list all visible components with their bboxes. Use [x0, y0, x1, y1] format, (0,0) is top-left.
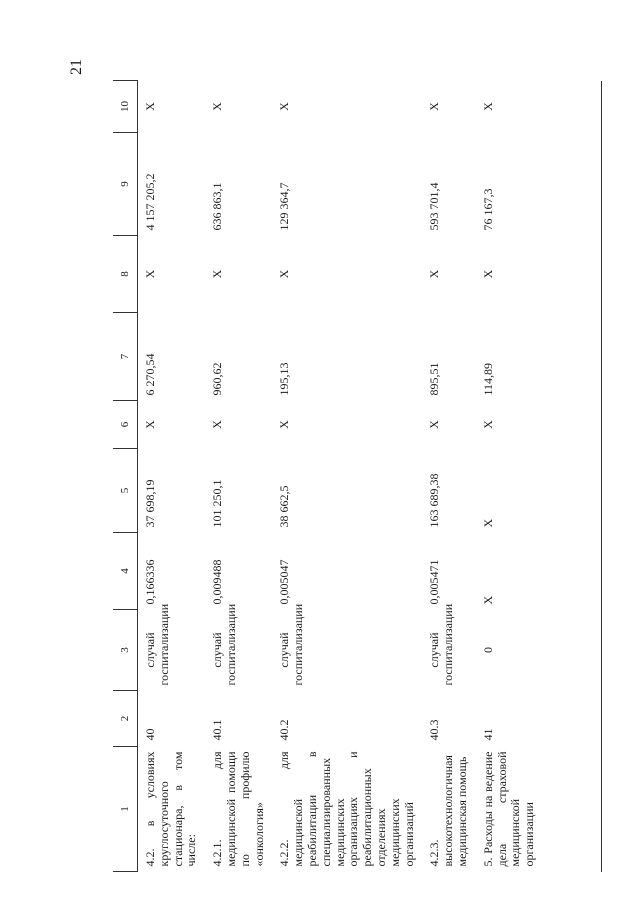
- col-header-6: 6: [113, 401, 138, 449]
- value-cell-5: 163 689,38: [427, 473, 442, 528]
- unit-cell: случай госпитализации: [210, 603, 238, 686]
- table-row: [272, 81, 422, 872]
- column-number-row: [113, 81, 138, 872]
- value-cell-4: X: [480, 595, 495, 605]
- table-row: [138, 81, 206, 872]
- value-cell-4: 0,009488: [210, 559, 225, 605]
- value-cell-7: 960,62: [210, 362, 225, 396]
- col-header-8: 8: [113, 236, 138, 313]
- value-cell-6: X: [427, 420, 442, 429]
- table-row: [476, 81, 566, 872]
- value-cell-8: X: [277, 269, 292, 279]
- col-header-1: 1: [113, 747, 138, 872]
- value-cell-8: X: [427, 269, 442, 279]
- row-name-cell: 4.2.3. высокотехнологичная медицинская помощь: [427, 755, 469, 867]
- line-number-cell: 40: [143, 728, 157, 741]
- value-cell-6: X: [277, 420, 292, 429]
- line-number-cell: 40.3: [427, 719, 442, 741]
- value-cell-8: X: [480, 269, 495, 279]
- value-cell-9: 593 701,4: [427, 182, 442, 231]
- col-header-7: 7: [113, 313, 138, 401]
- col-header-4: 4: [113, 533, 138, 610]
- value-cell-5: 101 250,1: [210, 479, 225, 528]
- col-header-2: 2: [113, 691, 138, 747]
- value-cell-10: X: [427, 102, 442, 111]
- value-cell-6: X: [143, 420, 157, 429]
- value-cell-8: X: [210, 269, 225, 279]
- table-bottom-rule: [601, 81, 602, 872]
- value-cell-6: X: [210, 420, 225, 429]
- value-cell-5: 38 662,5: [277, 485, 292, 528]
- value-cell-7: 195,13: [277, 362, 292, 396]
- col-header-10: 10: [113, 81, 138, 133]
- value-cell-8: X: [143, 269, 157, 279]
- value-cell-9: 76 167,3: [480, 188, 495, 231]
- row-name-cell: 4.2.1. для медицинской помощи по профилю «онкология»: [210, 751, 266, 867]
- value-cell-10: X: [480, 102, 495, 111]
- value-cell-4: 0,166336: [143, 559, 157, 605]
- value-cell-4: 0,005471: [427, 559, 442, 605]
- value-cell-10: X: [143, 102, 157, 111]
- value-cell-9: 4 157 205,2: [143, 173, 157, 231]
- value-cell-9: 129 364,7: [277, 182, 292, 231]
- value-cell-4: 0,005047: [277, 559, 292, 605]
- col-header-3: 3: [113, 610, 138, 691]
- unit-cell: 0: [480, 647, 495, 653]
- row-name-cell: 5. Расходы на ведение дела страховой медицинской организации: [480, 751, 537, 867]
- value-cell-6: X: [480, 420, 495, 429]
- value-cell-7: 6 270,54: [143, 353, 157, 396]
- value-cell-9: 636 863,1: [210, 182, 225, 231]
- page-number: 21: [68, 59, 85, 75]
- line-number-cell: 41: [480, 728, 495, 741]
- unit-cell: случай госпитализации: [427, 603, 456, 686]
- value-cell-10: X: [210, 102, 225, 111]
- line-number-cell: 40.2: [277, 719, 292, 741]
- value-cell-5: 37 698,19: [143, 479, 157, 528]
- unit-cell: случай госпитализации: [277, 603, 306, 686]
- value-cell-7: 114,89: [480, 362, 495, 396]
- col-header-5: 5: [113, 449, 138, 533]
- value-cell-5: X: [480, 518, 495, 528]
- table-row: [422, 81, 475, 872]
- row-name-cell: 4.2.2. для медицинской реабилитации в специализированных медицинских организациях и реабилитационных отделениях медицинских организаций: [277, 751, 416, 867]
- table-row: [205, 81, 272, 872]
- financing-table: [113, 80, 566, 872]
- col-header-9: 9: [113, 133, 138, 236]
- value-cell-10: X: [277, 102, 292, 111]
- row-name-cell: 4.2. в условиях круглосуточного стационара, в том числе:: [143, 751, 199, 867]
- value-cell-7: 895,51: [427, 362, 442, 396]
- line-number-cell: 40.1: [210, 719, 225, 741]
- unit-cell: случай госпитализации: [143, 603, 171, 686]
